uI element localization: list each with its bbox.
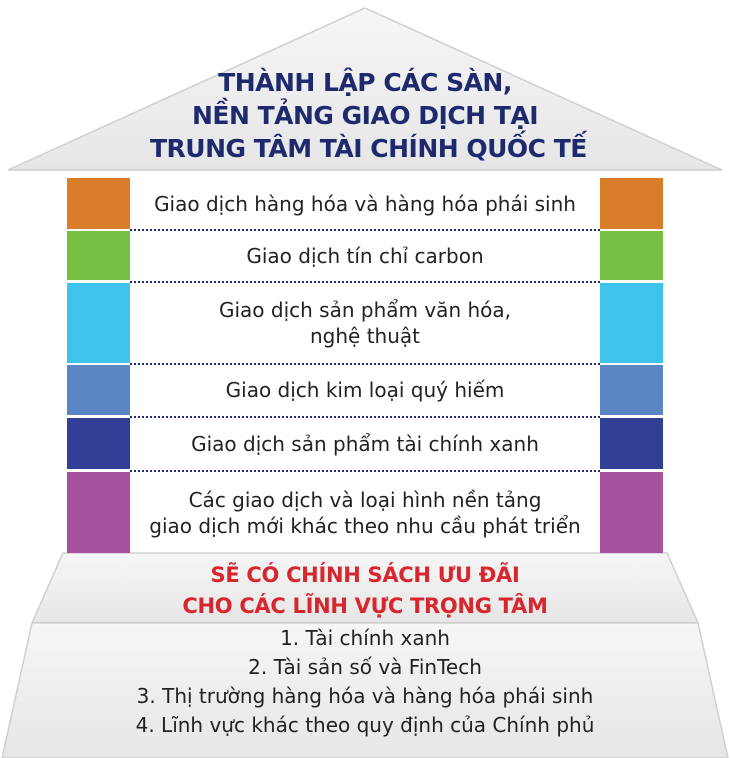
- color-swatch-right: [600, 472, 663, 553]
- policy-heading: [60, 560, 670, 622]
- color-swatch-left: [67, 365, 130, 415]
- policy-line: CHO CÁC LĨNH VỰC TRỌNG TÂM: [182, 594, 548, 618]
- row-label: Giao dịch kim loại quý hiếm: [225, 378, 505, 402]
- focus-list-item: 1. Tài chính xanh: [280, 626, 450, 650]
- row-divider: [130, 470, 600, 472]
- row-label: Các giao dịch và loại hình nền tảng: [188, 487, 542, 512]
- exchange-row: [67, 178, 663, 229]
- row-label: nghệ thuật: [310, 324, 420, 348]
- row-divider: [130, 416, 600, 418]
- exchange-row: [67, 365, 663, 415]
- policy-line: SẼ CÓ CHÍNH SÁCH ƯU ĐÃI: [210, 563, 520, 587]
- color-swatch-left: [67, 231, 130, 280]
- color-swatch-left: [67, 418, 130, 469]
- exchange-row: [67, 472, 663, 553]
- focus-list-item: 4. Lĩnh vực khác theo quy định của Chính phủ: [135, 713, 595, 737]
- row-label: Giao dịch sản phẩm văn hóa,: [218, 298, 511, 322]
- color-swatch-right: [600, 231, 663, 280]
- focus-list-item: 3. Thị trường hàng hóa và hàng hóa phái sinh: [136, 684, 594, 708]
- exchange-row: [67, 283, 663, 363]
- row-divider: [130, 229, 600, 231]
- color-swatch-left: [67, 472, 130, 553]
- color-swatch-right: [600, 365, 663, 415]
- roof-title-line: THÀNH LẬP CÁC SÀN,: [218, 68, 512, 97]
- row-divider: [130, 281, 600, 283]
- color-swatch-left: [67, 178, 130, 229]
- color-swatch-left: [67, 283, 130, 363]
- row-label: giao dịch mới khác theo nhu cầu phát triển: [149, 513, 581, 538]
- focus-list: [20, 624, 710, 740]
- roof-title-line: TRUNG TÂM TÀI CHÍNH QUỐC TẾ: [150, 134, 587, 163]
- row-label: Giao dịch sản phẩm tài chính xanh: [191, 431, 539, 456]
- color-swatch-right: [600, 283, 663, 363]
- focus-list-item: 2. Tài sản số và FinTech: [248, 655, 482, 679]
- roof-title-line: NỀN TẢNG GIAO DỊCH TẠI: [191, 101, 539, 130]
- roof-title: [150, 66, 587, 165]
- exchange-row: [67, 231, 663, 280]
- color-swatch-right: [600, 178, 663, 229]
- row-divider: [130, 363, 600, 365]
- color-swatch-right: [600, 418, 663, 469]
- exchange-row: [67, 418, 663, 469]
- row-label: Giao dịch hàng hóa và hàng hóa phái sinh: [154, 191, 576, 216]
- row-label: Giao dịch tín chỉ carbon: [246, 243, 484, 268]
